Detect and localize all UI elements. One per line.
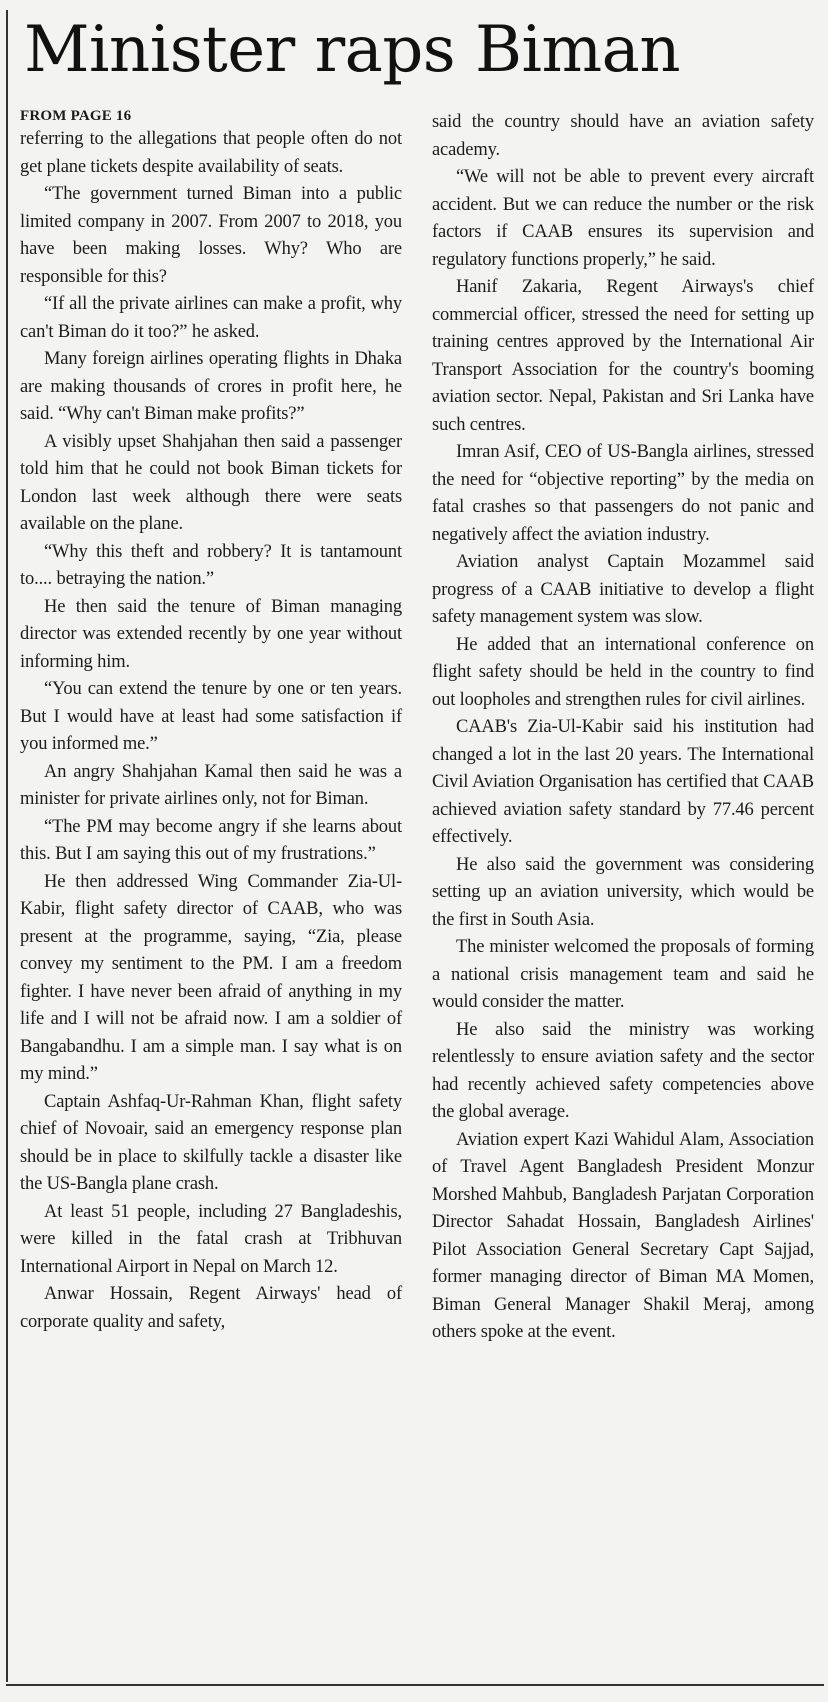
paragraph: Aviation analyst Captain Mozammel said progress of a CAAB initiative to develop a flight safety management system was slow. xyxy=(432,552,814,627)
paragraph: said the country should have an aviation safety academy. xyxy=(432,112,814,160)
left-column xyxy=(20,106,402,1336)
paragraph: “If all the private airlines can make a profit, why can't Biman do it too?” he asked. xyxy=(20,294,402,342)
paragraph: Many foreign airlines operating flights in Dhaka are making thousands of crores in profit here, he said. “Why can't Biman make profits?” xyxy=(20,349,402,424)
paragraph: Imran Asif, CEO of US-Bangla airlines, stressed the need for “objective reporting” by the media on fatal crashes so that passengers do not panic and negatively affect the aviation industry. xyxy=(432,442,814,545)
paragraph: Aviation expert Kazi Wahidul Alam, Association of Travel Agent Bangladesh President Monzur Morshed Mahbub, Bangladesh Parjatan Corporation Director Sahadat Hossain, Bangladesh Airlines' Pilot Association General Secretary Capt Sajjad, former managing director of Biman MA Momen, Biman General Manager Shakil Meraj, among others spoke at the event. xyxy=(432,1129,814,1342)
continuation-label: FROM PAGE 16 xyxy=(20,108,132,124)
paragraph: An angry Shahjahan Kamal then said he was a minister for private airlines only, not for Biman. xyxy=(20,761,402,809)
paragraph: He also said the ministry was working relentlessly to ensure aviation safety and the sector had recently achieved safety competencies above the global average. xyxy=(432,1019,814,1122)
paragraph: “You can extend the tenure by one or ten years. But I would have at least had some satisfaction if you informed me.” xyxy=(20,679,402,754)
paragraph: He then addressed Wing Commander Zia-Ul-Kabir, flight safety director of CAAB, who was present at the programme, saying, “Zia, please convey my sentiment to the PM. I am a freedom fighter. I have never been afraid of anything in my life and I will not be afraid now. I am a soldier of Bangabandhu. I am a simple man. I say what is on my mind.” xyxy=(20,871,402,1084)
paragraph: “The government turned Biman into a public limited company in 2007. From 2007 to 2018, you have been making losses. Why? Who are responsible for this? xyxy=(20,184,402,287)
paragraph: Anwar Hossain, Regent Airways' head of corporate quality and safety, xyxy=(20,1284,402,1332)
paragraph: “Why this theft and robbery? It is tantamount to.... betraying the nation.” xyxy=(20,541,402,589)
paragraph: Captain Ashfaq-Ur-Rahman Khan, flight safety chief of Novoair, said an emergency response plan should be in place to skilfully tackle a disaster like the US-Bangla plane crash. xyxy=(20,1091,402,1194)
paragraph: A visibly upset Shahjahan then said a passenger told him that he could not book Biman tickets for London last week although there were seats available on the plane. xyxy=(20,431,402,534)
bottom-rule xyxy=(6,1684,824,1686)
paragraph: He added that an international conference on flight safety should be held in the country to find out loopholes and strengthen rules for civil airlines. xyxy=(432,634,814,710)
paragraph: The minister welcomed the proposals of forming a national crisis management team and said he would consider the matter. xyxy=(432,937,814,1012)
paragraph: He then said the tenure of Biman managing director was extended recently by one year without informing him. xyxy=(20,596,402,672)
right-column xyxy=(432,109,814,1347)
headline: Minister raps Biman xyxy=(24,13,681,87)
paragraph: “The PM may become angry if she learns about this. But I am saying this out of my frustrations.” xyxy=(20,816,402,864)
paragraph: Hanif Zakaria, Regent Airways's chief commercial officer, stressed the need for setting up training centres approved by the International Air Transport Association for the country's booming aviation sector. Nepal, Pakistan and Sri Lanka have such centres. xyxy=(432,277,814,435)
paragraph: CAAB's Zia-Ul-Kabir said his institution had changed a lot in the last 20 years. The International Civil Aviation Organisation has certified that CAAB achieved aviation safety standard by 77.46 percent effectively. xyxy=(432,717,814,847)
left-column-rule xyxy=(6,10,8,1682)
paragraph: At least 51 people, including 27 Bangladeshis, were killed in the fatal crash at Tribhuvan International Airport in Nepal on March 12. xyxy=(20,1201,402,1277)
paragraph: referring to the allegations that people often do not get plane tickets despite availability of seats. xyxy=(20,129,402,177)
paragraph: He also said the government was considering setting up an aviation university, which would be the first in South Asia. xyxy=(432,854,814,930)
paragraph: “We will not be able to prevent every aircraft accident. But we can reduce the number or the risk factors if CAAB ensures its supervision and regulatory functions properly,” he said. xyxy=(432,167,814,270)
